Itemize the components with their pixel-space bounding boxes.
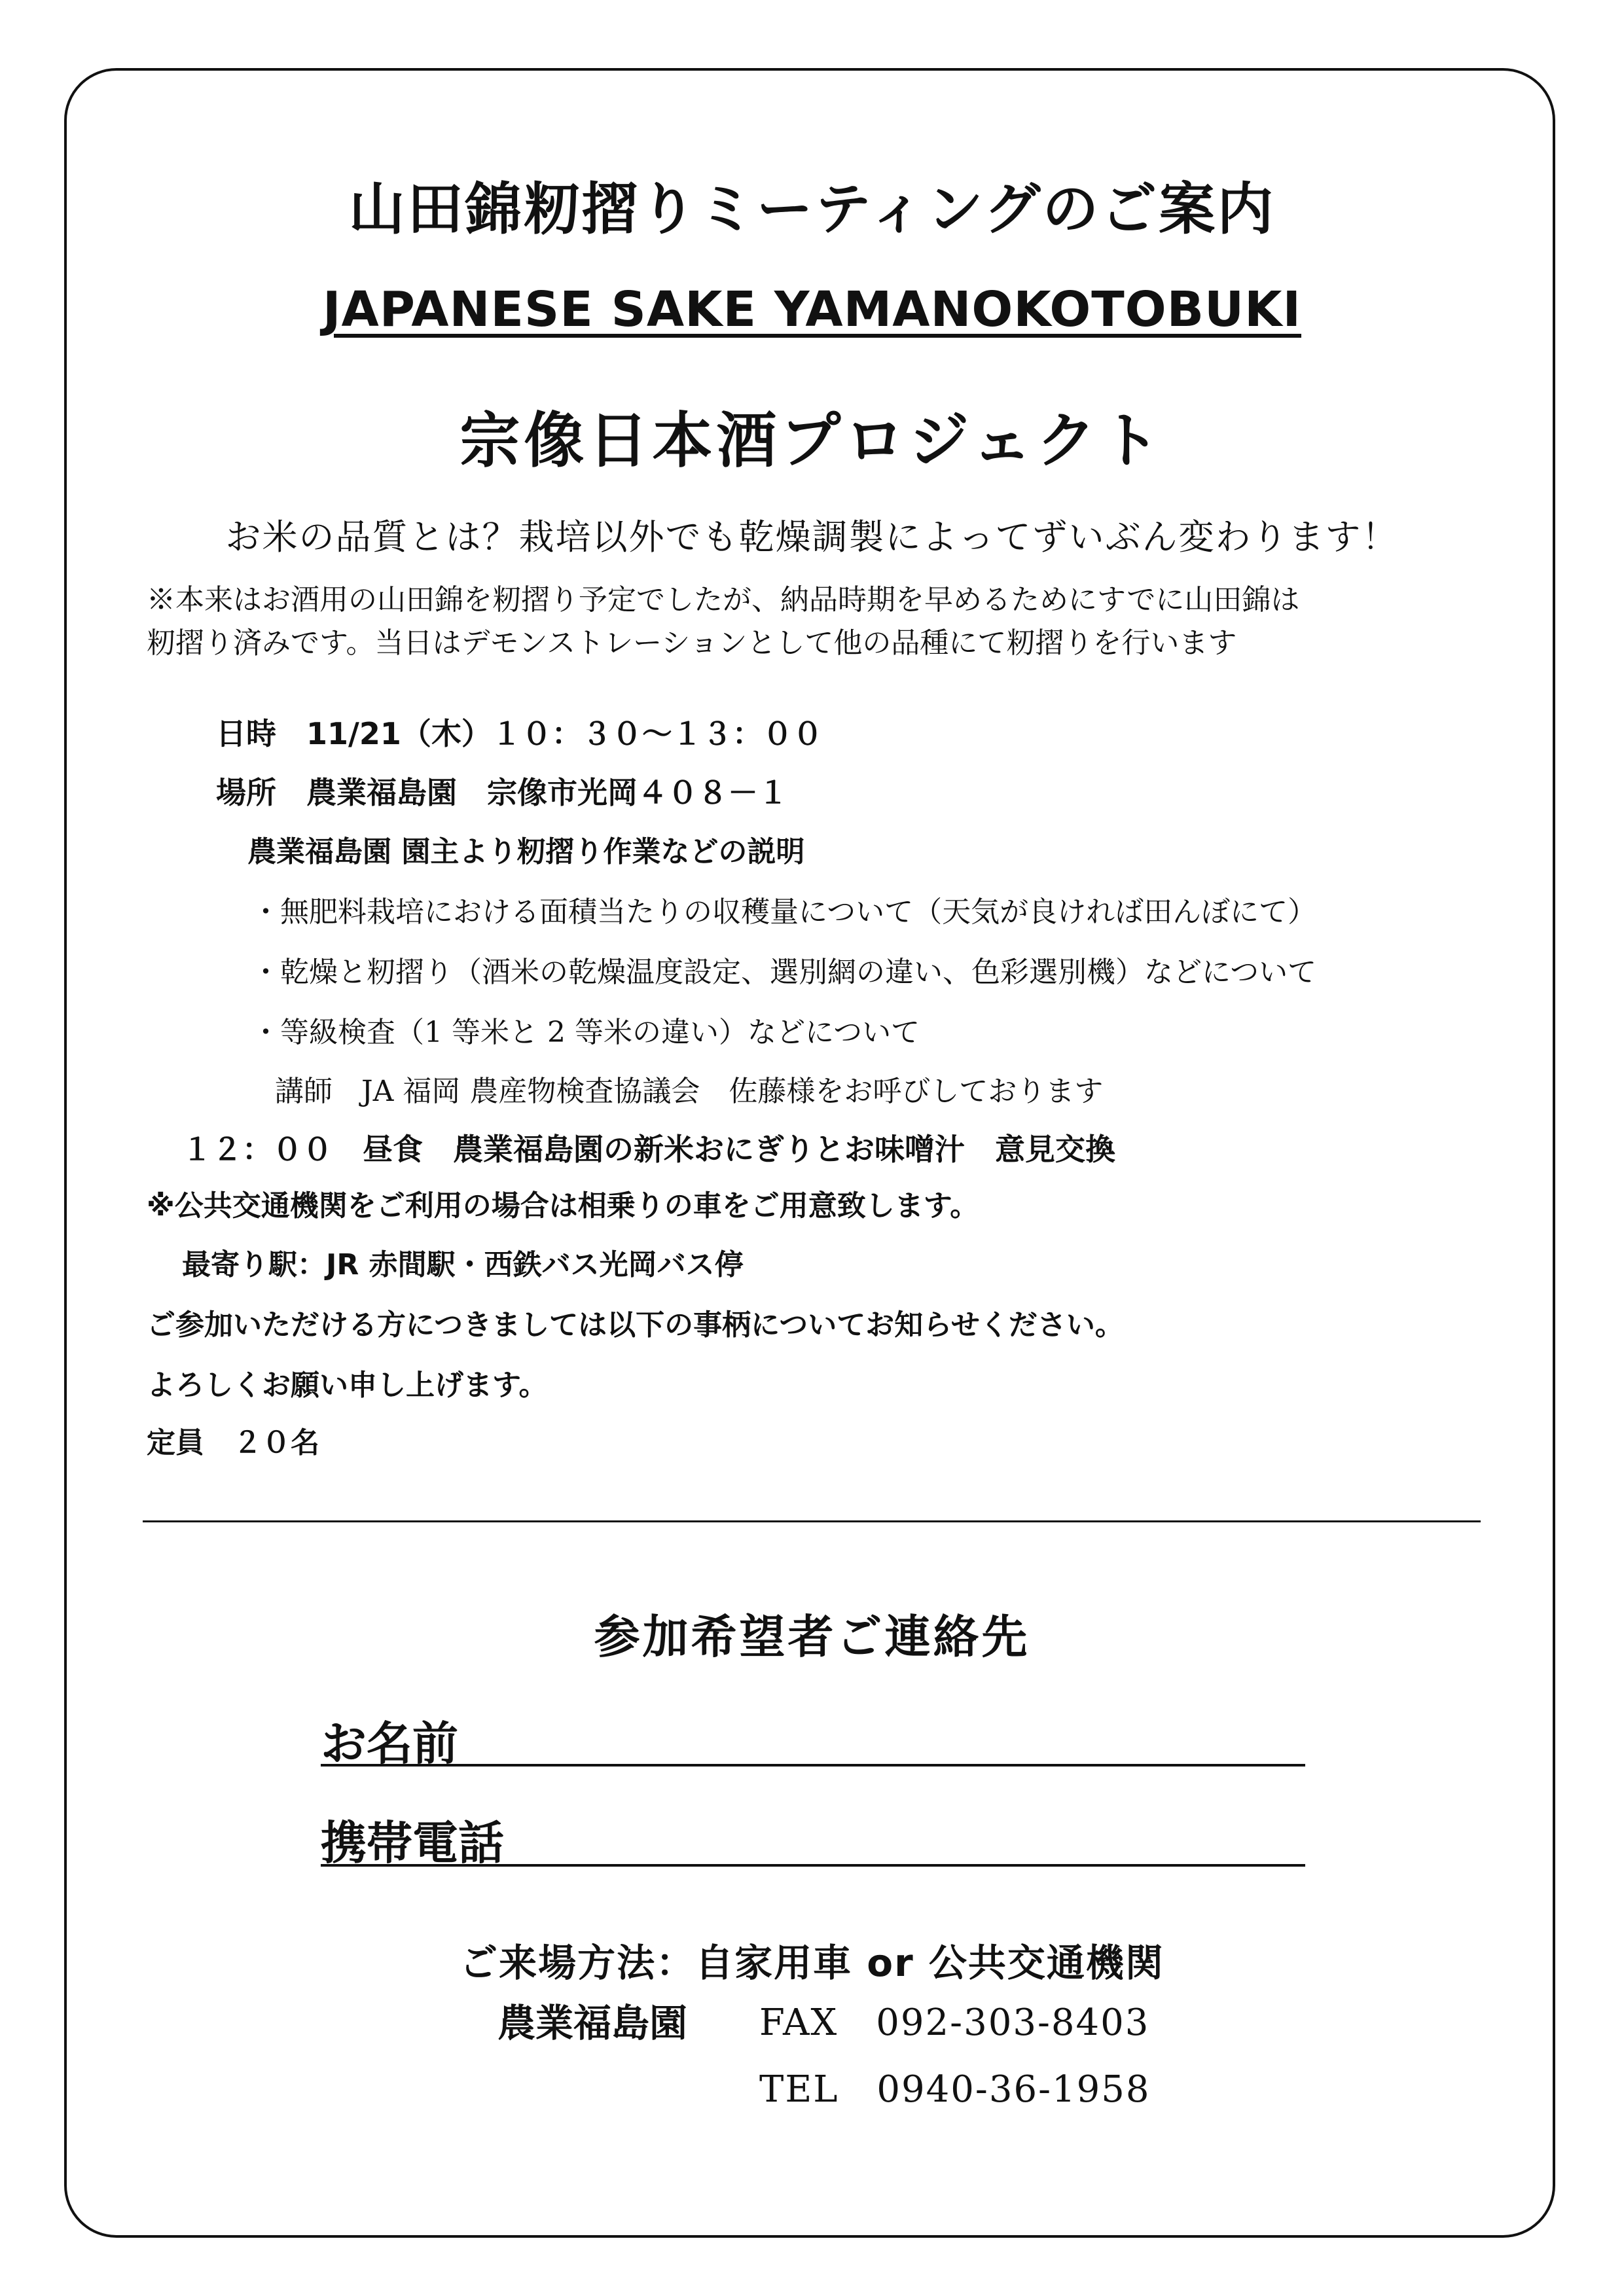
capacity: 定員 ２０名 (147, 1426, 319, 1460)
fax-number: FAX 092-303-8403 (759, 2001, 1150, 2044)
tel-number: TEL 0940-36-1958 (759, 2068, 1151, 2111)
request-line-1: ご参加いただける方につきましては以下の事柄についてお知らせください。 (147, 1308, 1124, 1342)
agenda-item: ・無肥料栽培における面積当たりの収穫量について（天気が良ければ田んぼにて） (251, 895, 1317, 929)
note-line-1: ※本来はお酒用の山田錦を籾摺り予定でしたが、納品時期を早めるためにすでに山田錦は (147, 583, 1300, 617)
tagline: お米の品質とは？栽培以外でも乾燥調製によってずいぶん変わります！ (225, 516, 1399, 558)
project-name: 宗像日本酒プロジェクト (460, 406, 1164, 476)
note-line-2: 籾摺り済みです。当日はデモンストレーションとして他の品種にて籾摺りを行います (147, 626, 1237, 660)
lecturer-info: 講師 JA 福岡 農産物検査協議会 佐藤様をお呼びしております (275, 1075, 1104, 1108)
page-title: 山田錦籾摺りミーティングのご案内 (348, 177, 1276, 242)
host-explanation: 農業福島園 園主より籾摺り作業などの説明 (247, 835, 805, 869)
transit-note: ※公共交通機関をご利用の場合は相乗りの車をご用意致します。 (147, 1189, 979, 1223)
phone-field-label: 携帯電話 (321, 1816, 504, 1870)
page-subtitle: JAPANESE SAKE YAMANOKOTOBUKI (322, 281, 1302, 338)
agenda-item: ・乾燥と籾摺り（酒米の乾燥温度設定、選別網の違い、色彩選別機）などについて (251, 956, 1317, 989)
organization-name: 農業福島園 (497, 2001, 688, 2045)
contact-form-heading: 参加希望者ご連絡先 (594, 1610, 1030, 1664)
access-method: ご来場方法：自家用車 or 公共交通機関 (460, 1941, 1164, 1985)
section-divider (143, 1520, 1481, 1522)
request-line-2: よろしくお願い申し上げます。 (147, 1369, 548, 1402)
phone-field[interactable] (321, 1864, 1305, 1867)
agenda-item: ・等級検査（1 等米と 2 等米の違い）などについて (251, 1016, 920, 1049)
name-field[interactable] (321, 1764, 1305, 1767)
name-field-label: お名前 (321, 1717, 458, 1770)
event-datetime: 日時 11/21（木）１０：３０～１３：００ (216, 716, 823, 751)
event-place: 場所 農業福島園 宗像市光岡４０８－１ (216, 775, 788, 810)
nearest-station: 最寄り駅：JR 赤間駅・西鉄バス光岡バス停 (182, 1248, 744, 1282)
lunch-info: １２：００ 昼食 農業福島園の新米おにぎりとお味噌汁 意見交換 (182, 1132, 1115, 1167)
